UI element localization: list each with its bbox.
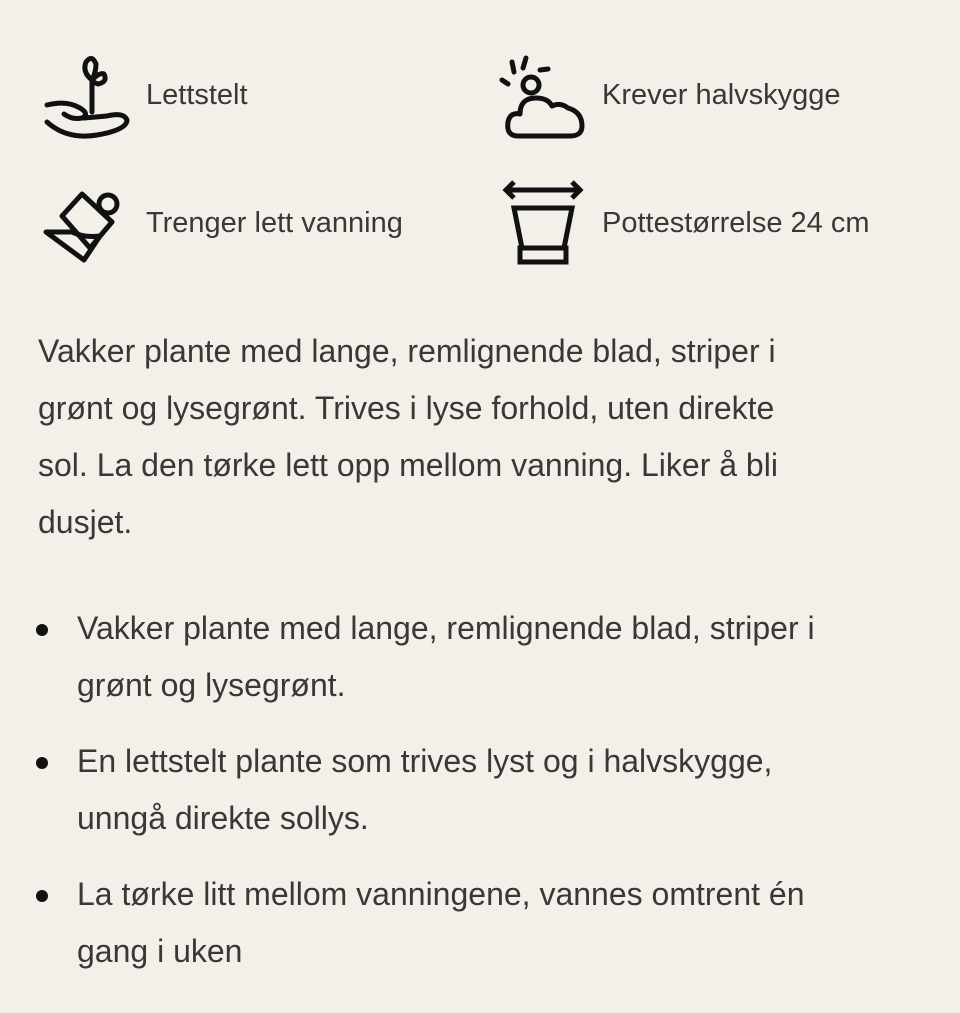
bullet-icon [36,757,48,769]
list-item [0,733,960,847]
list-item-text: Vakker plante med lange, remlignende blad, striper i [77,610,815,646]
watering-can-icon [42,178,132,268]
list-item-text: grønt og lysegrønt. [77,667,346,703]
description-line: Vakker plante med lange, remlignende blad, striper i [38,333,776,369]
feature-pot-size [498,178,870,268]
feature-label: Lettstelt [146,78,248,111]
feature-label: Krever halvskygge [602,78,841,111]
hand-sprout-icon [42,50,132,140]
feature-light [498,50,841,140]
product-description [38,323,938,551]
bullet-icon [36,624,48,636]
bullet-icon [36,890,48,902]
pot-width-icon [498,178,588,268]
feature-watering [42,178,403,268]
list-item-text: En lettstelt plante som trives lyst og i halvskygge, [77,743,773,779]
feature-bullet-list [0,600,960,999]
feature-easy-care [42,50,248,140]
feature-label: Pottestørrelse 24 cm [602,206,870,239]
list-item-text: unngå direkte sollys. [77,800,369,836]
list-item [0,600,960,714]
description-line: sol. La den tørke lett opp mellom vanning. Liker å bli [38,447,778,483]
list-item-text: La tørke litt mellom vanningene, vannes omtrent én [77,876,805,912]
feature-label: Trenger lett vanning [146,206,403,239]
list-item [0,866,960,980]
description-line: grønt og lysegrønt. Trives i lyse forhold, uten direkte [38,390,775,426]
list-item-text: gang i uken [77,933,243,969]
sun-cloud-icon [498,50,588,140]
description-line: dusjet. [38,504,133,540]
